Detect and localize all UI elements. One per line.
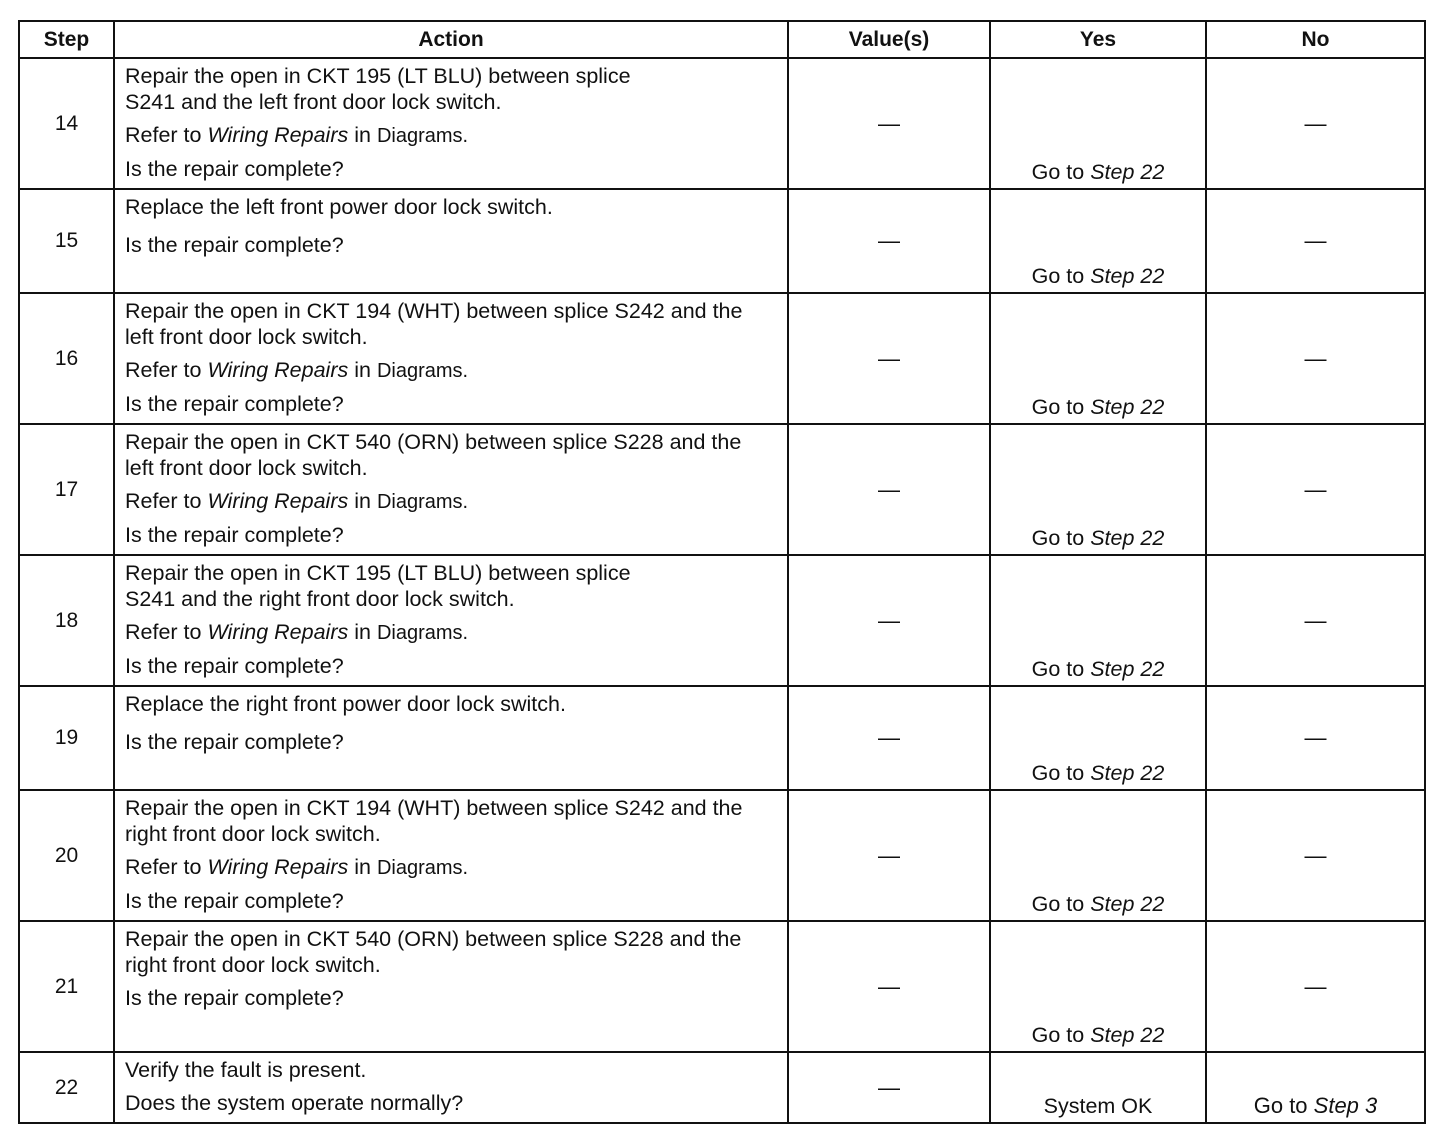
diagnostic-table xyxy=(18,20,1426,1124)
reference-link: Wiring Repairs xyxy=(207,123,349,147)
header-no: No xyxy=(1206,21,1425,58)
action-text: Replace the right front power door lock switch. xyxy=(125,692,566,716)
no-cell: — xyxy=(1206,555,1425,686)
no-cell: — xyxy=(1206,921,1425,1052)
step-link: Step 22 xyxy=(1090,1023,1165,1047)
table-row xyxy=(19,293,1425,424)
action-cell xyxy=(114,686,788,790)
step-link: Step 22 xyxy=(1090,395,1165,419)
no-cell: — xyxy=(1206,58,1425,189)
yes-cell: System OK xyxy=(990,1052,1206,1123)
yes-cell: Go to Step 22 xyxy=(990,686,1206,790)
table-row xyxy=(19,790,1425,921)
step-number: 19 xyxy=(19,686,114,790)
reference-text: Refer to Wiring Repairs in Diagrams. xyxy=(125,855,469,879)
step-link: Step 22 xyxy=(1090,526,1165,550)
header-yes: Yes xyxy=(990,21,1206,58)
yes-cell: Go to Step 22 xyxy=(990,790,1206,921)
table-row xyxy=(19,189,1425,293)
action-text: Repair the open in CKT 540 (ORN) between splice S228 and the right front door lock switch. xyxy=(125,927,742,977)
header-values: Value(s) xyxy=(788,21,990,58)
step-link: Step 22 xyxy=(1090,892,1165,916)
action-text: Repair the open in CKT 195 (LT BLU) between splice S241 and the right front door lock switch. xyxy=(125,561,631,611)
yes-cell: Go to Step 22 xyxy=(990,424,1206,555)
table-row xyxy=(19,1052,1425,1123)
no-cell: — xyxy=(1206,790,1425,921)
reference-link: Wiring Repairs xyxy=(207,855,349,879)
action-cell xyxy=(114,790,788,921)
no-cell: — xyxy=(1206,424,1425,555)
table-row xyxy=(19,921,1425,1052)
question-text: Is the repair complete? xyxy=(125,523,344,547)
action-text: Repair the open in CKT 194 (WHT) between splice S242 and the right front door lock switch. xyxy=(125,796,743,846)
question-text: Is the repair complete? xyxy=(125,986,344,1010)
step-link: Step 22 xyxy=(1090,761,1165,785)
action-cell xyxy=(114,921,788,1052)
yes-cell: Go to Step 22 xyxy=(990,921,1206,1052)
step-number: 15 xyxy=(19,189,114,293)
action-text: Verify the fault is present. xyxy=(125,1058,367,1082)
action-text: Repair the open in CKT 194 (WHT) between splice S242 and the left front door lock switch. xyxy=(125,299,743,349)
step-number: 22 xyxy=(19,1052,114,1123)
yes-cell: Go to Step 22 xyxy=(990,58,1206,189)
step-number: 14 xyxy=(19,58,114,189)
question-text: Does the system operate normally? xyxy=(125,1091,464,1115)
action-text: Repair the open in CKT 540 (ORN) between splice S228 and the left front door lock switch. xyxy=(125,430,742,480)
step-number: 20 xyxy=(19,790,114,921)
action-text: Replace the left front power door lock switch. xyxy=(125,195,553,219)
table-row xyxy=(19,58,1425,189)
reference-text: Refer to Wiring Repairs in Diagrams. xyxy=(125,358,469,382)
value-cell: — xyxy=(788,293,990,424)
header-row xyxy=(19,21,1425,58)
header-step: Step xyxy=(19,21,114,58)
value-cell: — xyxy=(788,58,990,189)
action-cell xyxy=(114,58,788,189)
table-row xyxy=(19,555,1425,686)
yes-cell: Go to Step 22 xyxy=(990,293,1206,424)
reference-link: Wiring Repairs xyxy=(207,620,349,644)
value-cell: — xyxy=(788,1052,990,1123)
action-cell xyxy=(114,424,788,555)
reference-text: Refer to Wiring Repairs in Diagrams. xyxy=(125,489,469,513)
question-text: Is the repair complete? xyxy=(125,392,344,416)
question-text: Is the repair complete? xyxy=(125,233,344,257)
action-cell xyxy=(114,189,788,293)
yes-cell: Go to Step 22 xyxy=(990,555,1206,686)
step-link: Step 22 xyxy=(1090,657,1165,681)
no-cell: — xyxy=(1206,293,1425,424)
value-cell: — xyxy=(788,790,990,921)
step-number: 17 xyxy=(19,424,114,555)
question-text: Is the repair complete? xyxy=(125,889,344,913)
reference-link: Wiring Repairs xyxy=(207,358,349,382)
question-text: Is the repair complete? xyxy=(125,654,344,678)
no-cell: Go to Step 3 xyxy=(1206,1052,1425,1123)
no-cell: — xyxy=(1206,686,1425,790)
step-link: Step 22 xyxy=(1090,264,1165,288)
value-cell: — xyxy=(788,686,990,790)
value-cell: — xyxy=(788,921,990,1052)
step-link: Step 22 xyxy=(1090,160,1165,184)
question-text: Is the repair complete? xyxy=(125,157,344,181)
step-link: Step 3 xyxy=(1313,1093,1378,1118)
action-text: Repair the open in CKT 195 (LT BLU) between splice S241 and the left front door lock switch. xyxy=(125,64,631,114)
reference-link: Wiring Repairs xyxy=(207,489,349,513)
value-cell: — xyxy=(788,555,990,686)
no-cell: — xyxy=(1206,189,1425,293)
table-row xyxy=(19,424,1425,555)
reference-text: Refer to Wiring Repairs in Diagrams. xyxy=(125,620,469,644)
table-row xyxy=(19,686,1425,790)
step-number: 21 xyxy=(19,921,114,1052)
value-cell: — xyxy=(788,424,990,555)
action-cell xyxy=(114,555,788,686)
yes-cell: Go to Step 22 xyxy=(990,189,1206,293)
header-action: Action xyxy=(114,21,788,58)
value-cell: — xyxy=(788,189,990,293)
action-cell xyxy=(114,293,788,424)
step-number: 18 xyxy=(19,555,114,686)
question-text: Is the repair complete? xyxy=(125,730,344,754)
step-number: 16 xyxy=(19,293,114,424)
action-cell xyxy=(114,1052,788,1123)
reference-text: Refer to Wiring Repairs in Diagrams. xyxy=(125,123,469,147)
